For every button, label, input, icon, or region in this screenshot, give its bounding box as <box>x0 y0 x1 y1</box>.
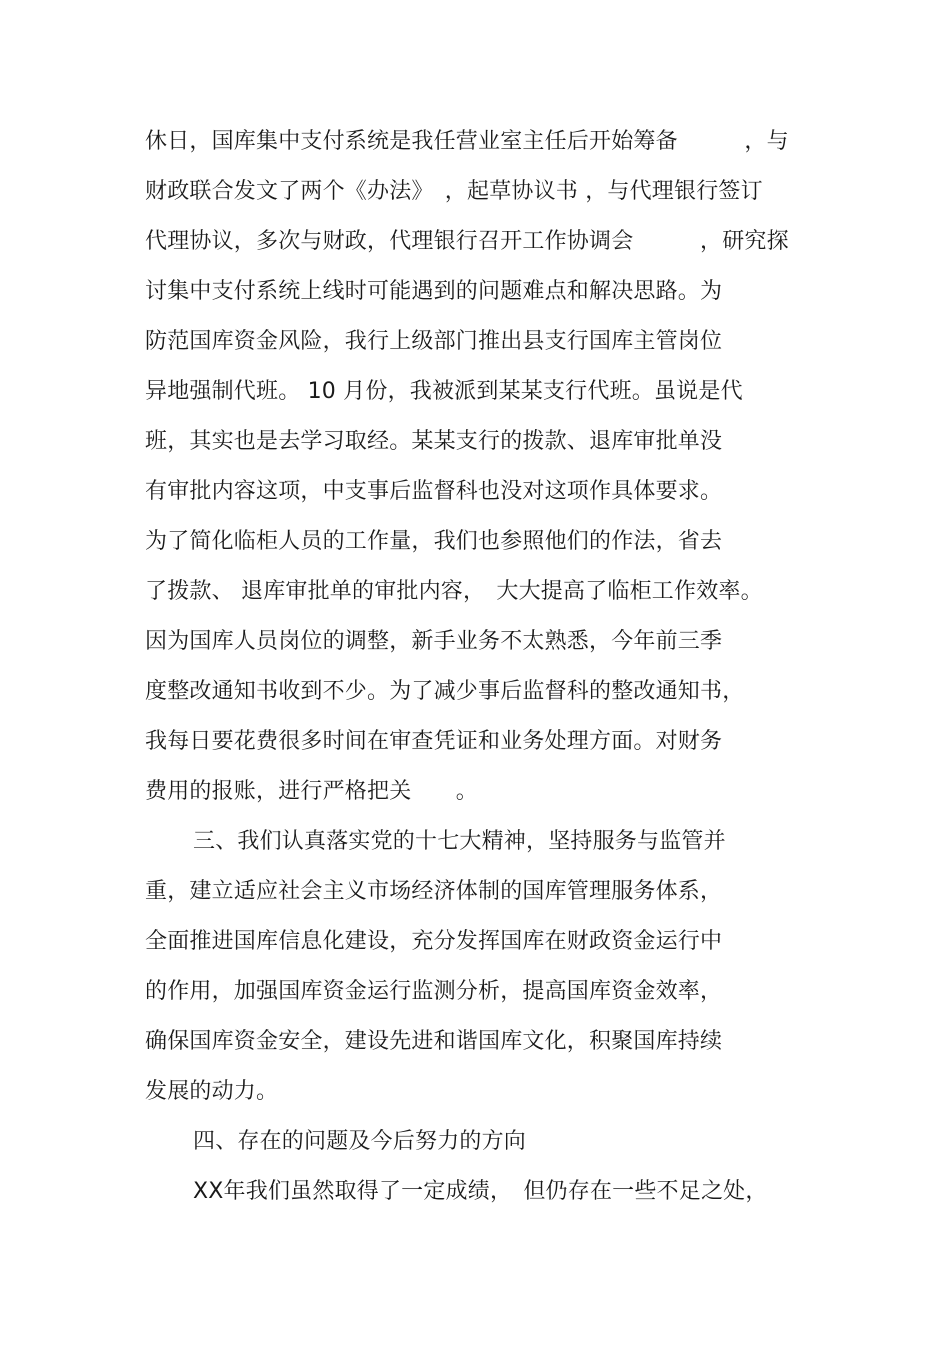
section-heading-four: 四、存在的问题及今后努力的方向 <box>193 1129 527 1154</box>
text-line: 我每日要花费很多时间在审查凭证和业务处理方面。对财务 <box>145 729 723 754</box>
text-line: 班，其实也是去学习取经。某某支行的拨款、退库审批单没 <box>145 429 723 454</box>
text-line: 重，建立适应社会主义市场经济体制的国库管理服务体系， <box>145 879 723 904</box>
text-line: 了拨款、 退库审批单的审批内容， 大大提高了临柜工作效率。 <box>145 579 763 604</box>
text-line: 全面推进国库信息化建设，充分发挥国库在财政资金运行中 <box>145 929 723 954</box>
text-line: 费用的报账，进行严格把关 。 <box>145 779 479 804</box>
text-line: 休日，国库集中支付系统是我任营业室主任后开始筹备 ，与 <box>145 129 789 154</box>
text-line: 财政联合发文了两个《办法》 ，起草协议书 ，与代理银行签订 <box>145 179 763 204</box>
text-line: XX年我们虽然取得了一定成绩， 但仍存在一些不足之处， <box>193 1179 768 1204</box>
text-line: 讨集中支付系统上线时可能遇到的问题难点和解决思路。为 <box>145 279 723 304</box>
text-line: 确保国库资金安全，建设先进和谐国库文化，积聚国库持续 <box>145 1029 723 1054</box>
text-line: 防范国库资金风险，我行上级部门推出县支行国库主管岗位 <box>145 329 723 354</box>
text-line: 代理协议，多次与财政，代理银行召开工作协调会 ，研究探 <box>145 229 789 254</box>
text-line: 异地强制代班。 10 月份，我被派到某某支行代班。虽说是代 <box>145 379 743 404</box>
text-line: 有审批内容这项，中支事后监督科也没对这项作具体要求。 <box>145 479 723 504</box>
text-line: 的作用，加强国库资金运行监测分析，提高国库资金效率， <box>145 979 723 1004</box>
text-line: 发展的动力。 <box>145 1079 279 1104</box>
text-line: 度整改通知书收到不少。为了减少事后监督科的整改通知书， <box>145 679 745 704</box>
section-heading-three: 三、我们认真落实党的十七大精神，坚持服务与监管并 <box>193 829 726 854</box>
text-line: 因为国库人员岗位的调整，新手业务不太熟悉，今年前三季 <box>145 629 723 654</box>
text-line: 为了简化临柜人员的工作量，我们也参照他们的作法，省去 <box>145 529 723 554</box>
